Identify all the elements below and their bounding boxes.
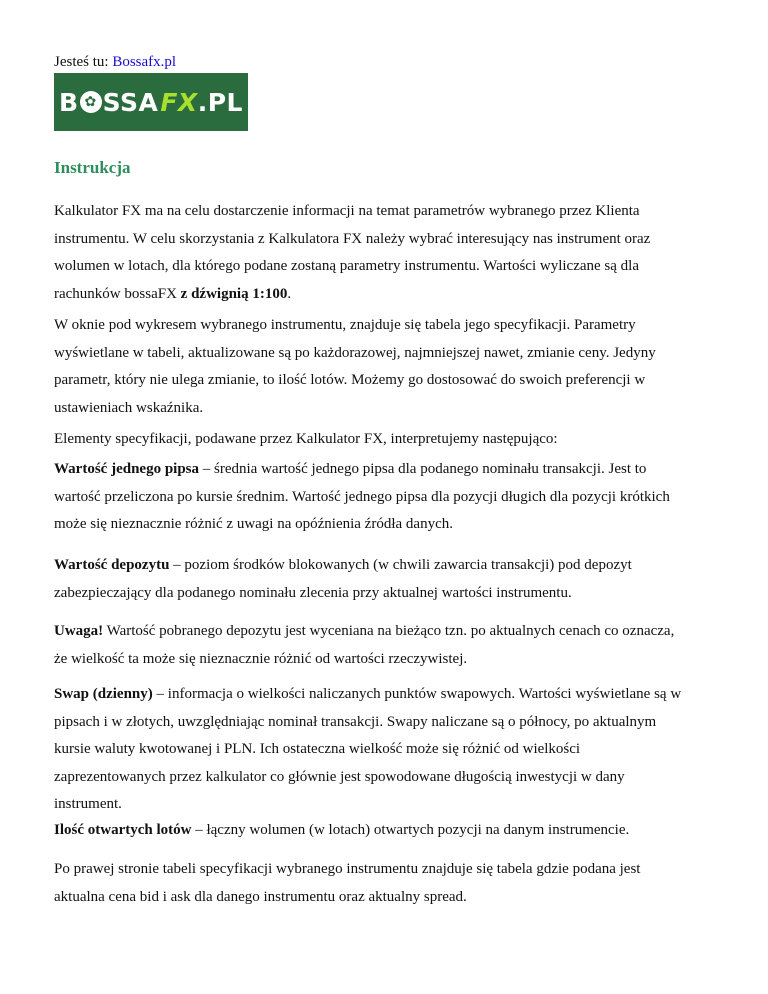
text-line: może się nieznacznie różnić z uwagi na opóźnienia źródła danych. [54,516,453,532]
term-open-lots: Ilość otwartych lotów [54,822,192,838]
paragraph-warning [54,618,724,673]
paragraph-deposit-value [54,552,724,607]
text-span: . [287,285,292,302]
logo-ball-icon: ✿ [80,91,102,113]
text-line: ustawieniach wskaźnika. [54,399,204,416]
text-line: zabezpieczający dla podanego nominału zlecenia przy aktualnej wartości instrumentu. [54,584,572,601]
logo-text-ssa: SSA [102,87,159,117]
text-line: parametr, który nie ulega zmianie, to ilość lotów. Możemy go dostosować do swoich preferencji w [54,372,646,388]
text-line [54,618,724,646]
text-line: aktualna cena bid i ask dla danego instrumentu oraz aktualny spread. [54,888,467,905]
text-line: Elementy specyfikacji, podawane przez Kalkulator FX, interpretujemy następująco: [54,431,558,447]
breadcrumb [54,53,176,71]
text-span: rachunków bossaFX [54,285,181,302]
text-line: wyświetlane w tabeli, aktualizowane są po każdorazowej, najmniejszej nawet, zmianie ceny. Jedyny [54,344,656,361]
bossafx-logo[interactable] [54,73,248,131]
leverage-emphasis: z dźwignią 1:100 [180,285,288,302]
text-line: zaprezentowanych przez kalkulator co głównie jest spowodowane długością inwestycji w dany [54,768,625,785]
text-span: – informacja o wielkości naliczanych punktów swapowych. Wartości wyświetlane są w [152,686,682,702]
text-line [54,281,724,309]
text-line [54,552,724,580]
paragraph-swap [54,681,724,819]
paragraph-pip-value [54,456,724,539]
breadcrumb-prefix: Jesteś tu: [54,54,113,70]
text-line: wolumen w lotach, dla którego podane zostaną parametry instrumentu. Wartości wyliczane są dla [54,258,639,274]
paragraph-open-lots [54,817,724,845]
text-line: że wielkość ta może się nieznacznie różnić od wartości rzeczywistej. [54,650,468,667]
page-title: Instrukcja [54,158,131,177]
text-line: pipsach i w złotych, uwzględniając nominał transakcji. Swapy naliczane są o północy, po aktualnym [54,713,657,730]
text-line [54,817,724,845]
text-line: kursie waluty kwotowanej i PLN. Ich ostateczna wielkość może się różnić od wielkości [54,741,581,757]
text-line: Kalkulator FX ma na celu dostarczenie informacji na temat parametrów wybranego przez Klienta [54,203,640,219]
paragraph-spec-table [54,312,724,422]
paragraph-bid-ask [54,856,724,911]
text-span: – poziom środków blokowanych (w chwili zawarcia transakcji) pod depozyt [169,557,632,573]
text-line: Po prawej stronie tabeli specyfikacji wybranego instrumentu znajduje się tabela gdzie podana jest [54,861,641,877]
term-warning: Uwaga! [54,623,104,639]
term-deposit-value: Wartość depozytu [54,557,170,573]
paragraph-intro [54,198,724,308]
term-pip-value: Wartość jednego pipsa [54,461,200,477]
text-span: Wartość pobranego depozytu jest wyceniana na bieżąco tzn. po aktualnych cenach co oznacza, [103,623,675,639]
text-span: – średnia wartość jednego pipsa dla podanego nominału transakcji. Jest to [199,461,647,477]
text-line: instrument. [54,796,122,812]
text-line [54,681,724,709]
logo-text-pl: .PL [197,87,243,117]
term-swap: Swap (dzienny) [54,686,153,702]
text-line [54,456,724,484]
text-line: instrumentu. W celu skorzystania z Kalkulatora FX należy wybrać interesujący nas instrument oraz [54,230,651,247]
text-span: – łączny wolumen (w lotach) otwartych pozycji na danym instrumencie. [191,822,630,838]
logo-text-b: B [59,87,79,117]
breadcrumb-link-bossafx[interactable]: Bossafx.pl [112,54,177,70]
paragraph-elements-intro [54,426,724,454]
logo-text-fx: FX [160,87,198,117]
text-line: wartość przeliczona po kursie średnim. Wartość jednego pipsa dla pozycji długich dla pozycji krótkich [54,488,670,505]
text-line: W oknie pod wykresem wybranego instrumentu, znajduje się tabela jego specyfikacji. Parametry [54,317,636,333]
